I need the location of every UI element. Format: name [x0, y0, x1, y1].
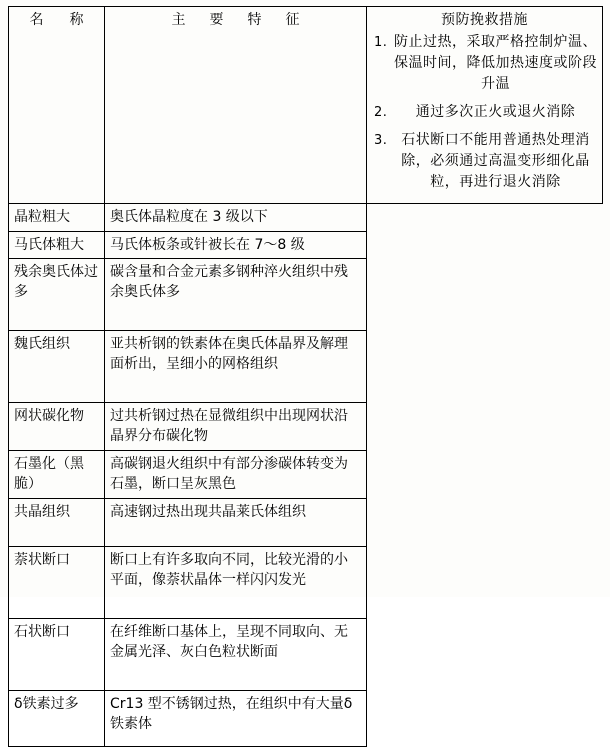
defects-table — [8, 6, 603, 747]
table-row — [9, 204, 603, 231]
row-name: 马氏体粗大 — [9, 231, 105, 258]
header-name — [9, 7, 105, 204]
table-row — [9, 330, 603, 402]
row-name: 网状碳化物 — [9, 402, 105, 450]
row-feature: 奥氏体晶粒度在 3 级以下 — [105, 204, 367, 231]
table-row — [9, 498, 603, 546]
row-feature: Cr13 型不锈钢过热，在组织中有大量δ铁素体 — [105, 690, 367, 746]
table-row — [9, 690, 603, 746]
header-feature-label: 主 要 特 征 — [171, 12, 305, 28]
measure-item-2: 2. 通过多次正火或退火消除 — [392, 102, 597, 123]
table-row — [9, 402, 603, 450]
row-feature: 在纤维断口基体上，呈现不同取向、无金属光泽、灰白色粒状断面 — [105, 618, 367, 690]
row-feature: 碳含量和合金元素多钢种淬火组织中残余奥氏体多 — [105, 258, 367, 330]
row-name: 石墨化（黑脆） — [9, 450, 105, 498]
row-name: 残余奥氏体过多 — [9, 258, 105, 330]
row-name: 石状断口 — [9, 618, 105, 690]
table-row — [9, 546, 603, 618]
row-feature: 亚共析钢的铁素体在奥氏体晶界及解理面析出，呈细小的网格组织 — [105, 330, 367, 402]
row-name: 共晶组织 — [9, 498, 105, 546]
row-feature: 高碳钢退火组织中有部分渗碳体转变为石墨，断口呈灰黑色 — [105, 450, 367, 498]
measure-item-3: 3. 石状断口不能用普通热处理消除，必须通过高温变形细化晶粒，再进行退火消除 — [392, 130, 597, 193]
row-name: 萘状断口 — [9, 546, 105, 618]
table-row — [9, 231, 603, 258]
row-feature: 过共析钢过热在显微组织中出现网状沿晶界分布碳化物 — [105, 402, 367, 450]
table-row — [9, 618, 603, 690]
measures-list — [372, 32, 597, 193]
table-header-row — [9, 7, 603, 204]
row-feature: 断口上有许多取向不同，比较光滑的小平面，像萘状晶体一样闪闪发光 — [105, 546, 367, 618]
header-measures-label: 预防挽救措施 — [441, 12, 528, 28]
row-feature: 高速钢过热出现共晶莱氏体组织 — [105, 498, 367, 546]
row-name: 魏氏组织 — [9, 330, 105, 402]
table-body — [9, 204, 603, 747]
row-name: δ铁素过多 — [9, 690, 105, 746]
header-feature — [105, 7, 367, 204]
table-row — [9, 450, 603, 498]
header-measures — [367, 7, 603, 204]
table-row — [9, 258, 603, 330]
row-name: 晶粒粗大 — [9, 204, 105, 231]
header-name-label: 名 称 — [29, 12, 90, 28]
measure-item-1: 1. 防止过热，采取严格控制炉温、保温时间，降低加热速度或阶段升温 — [392, 32, 597, 95]
row-feature: 马氏体板条或针被长在 7～8 级 — [105, 231, 367, 258]
